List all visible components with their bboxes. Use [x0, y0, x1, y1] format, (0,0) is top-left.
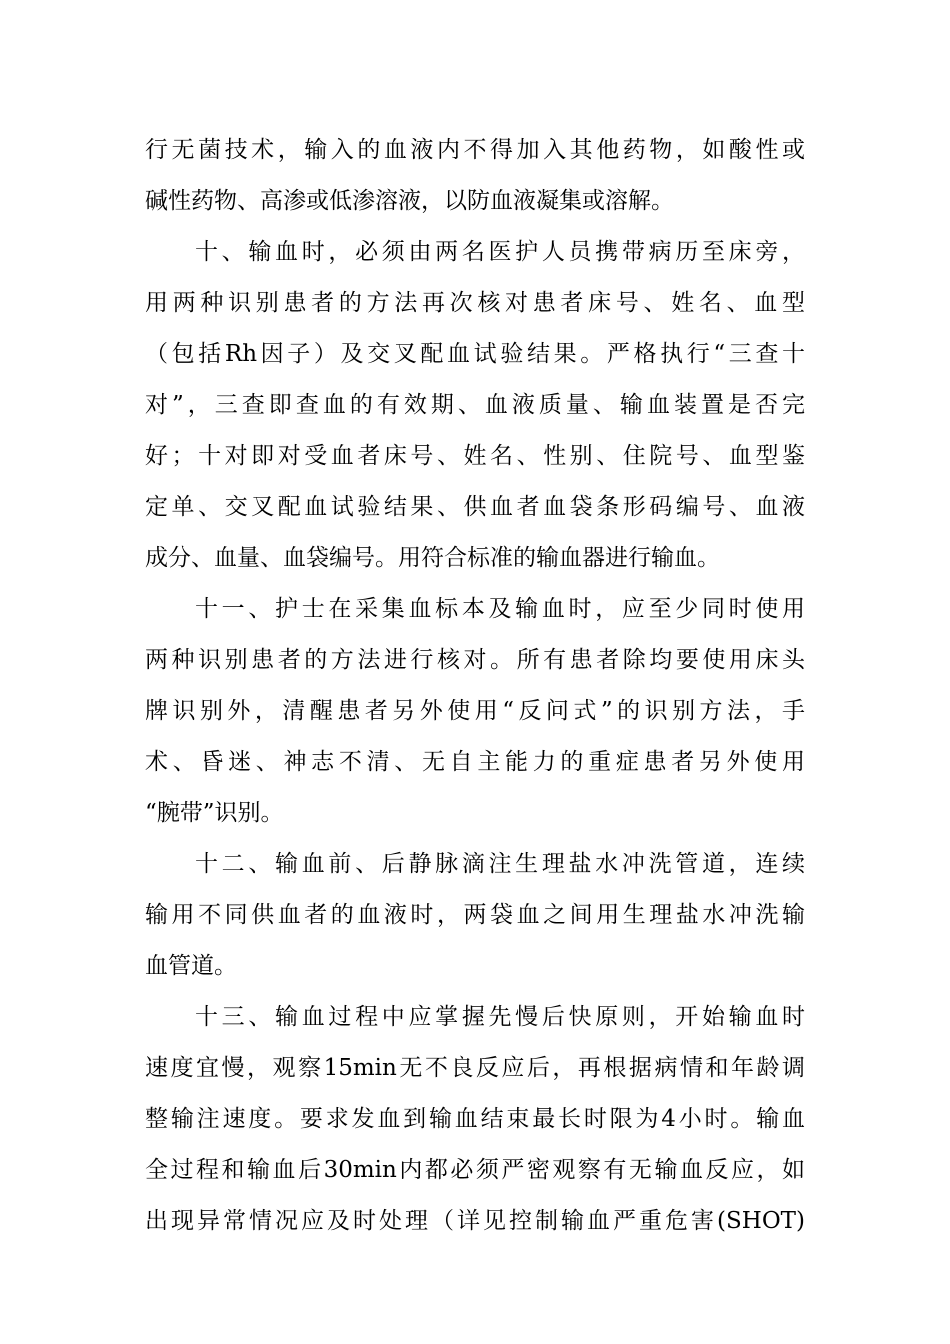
text-line: 对”，三查即查血的有效期、血液质量、输血装置是否完: [145, 392, 805, 418]
text-line: 整输注速度。要求发血到输血结束最长时限为4小时。输血: [145, 1106, 805, 1132]
text-line: 两种识别患者的方法进行核对。所有患者除均要使用床头: [145, 647, 805, 673]
text-line: 输用不同供血者的血液时，两袋血之间用生理盐水冲洗输: [145, 902, 805, 928]
paragraph-eleven-first-line: 十一、护士在采集血标本及输血时，应至少同时使用: [195, 596, 805, 622]
text-line: 出现异常情况应及时处理（详见控制输血严重危害(SHOT): [145, 1208, 805, 1234]
text-line: 成分、血量、血袋编号。用符合标准的输血器进行输血。: [145, 545, 720, 571]
paragraph-twelve-first-line: 十二、输血前、后静脉滴注生理盐水冲洗管道，连续: [195, 851, 805, 877]
text-line: “腕带”识别。: [145, 800, 284, 826]
text-line: 全过程和输血后30min内都必须严密观察有无输血反应，如: [145, 1157, 805, 1183]
text-line: 定单、交叉配血试验结果、供血者血袋条形码编号、血液: [145, 494, 805, 520]
text-line: 术、昏迷、神志不清、无自主能力的重症患者另外使用: [145, 749, 805, 775]
paragraph-thirteen-first-line: 十三、输血过程中应掌握先慢后快原则，开始输血时: [195, 1004, 805, 1030]
text-line: 碱性药物、高渗或低渗溶液，以防血液凝集或溶解。: [145, 188, 674, 214]
text-line: 行无菌技术，输入的血液内不得加入其他药物，如酸性或: [145, 137, 805, 163]
text-line: 好；十对即对受血者床号、姓名、性别、住院号、血型鉴: [145, 443, 805, 469]
text-line: 血管道。: [145, 953, 237, 979]
text-line: 牌识别外，清醒患者另外使用“反问式”的识别方法，手: [145, 698, 805, 724]
text-line: 速度宜慢，观察15min无不良反应后，再根据病情和年龄调: [145, 1055, 805, 1081]
text-line: （包括Rh因子）及交叉配血试验结果。严格执行“三查十: [145, 341, 805, 367]
text-line: 用两种识别患者的方法再次核对患者床号、姓名、血型: [145, 290, 805, 316]
paragraph-ten-first-line: 十、输血时，必须由两名医护人员携带病历至床旁，: [195, 239, 805, 265]
